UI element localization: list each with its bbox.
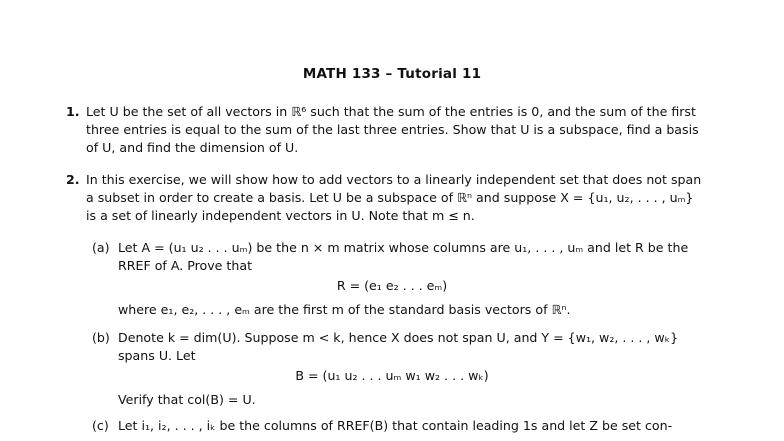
question-2-line-2: a subset in order to create a basis. Let U be a subspace of ℝⁿ and suppose X = {u₁, u₂, . . . , uₘ} — [86, 190, 694, 205]
question-1-line-1: Let U be the set of all vectors in ℝ⁶ such that the sum of the entries is 0, and the sum of the first — [86, 104, 696, 119]
part-b-equation: B = (u₁ u₂ . . . uₘ w₁ w₂ . . . wₖ) — [295, 368, 489, 383]
part-b-line-1: Denote k = dim(U). Suppose m < k, hence X does not span U, and Y = {w₁, w₂, . . . , wₖ} — [118, 330, 679, 345]
page-title: MATH 133 – Tutorial 11 — [302, 66, 482, 82]
question-1-number: 1. — [66, 104, 80, 119]
part-a-line-2: RREF of A. Prove that — [118, 258, 253, 273]
part-c-label: (c) — [92, 418, 109, 433]
part-b-label: (b) — [92, 330, 110, 345]
part-a-equation: R = (e₁ e₂ . . . eₘ) — [336, 278, 448, 293]
part-a-label: (a) — [92, 240, 110, 255]
part-c-line-1: Let i₁, i₂, . . . , iₖ be the columns of RREF(B) that contain leading 1s and let Z be set con- — [118, 418, 673, 433]
part-b-line-3: Verify that col(B) = U. — [118, 392, 256, 407]
part-a-line-1: Let A = (u₁ u₂ . . . uₘ) be the n × m matrix whose columns are u₁, . . . , uₘ and let R be the — [118, 240, 689, 255]
question-2-line-3: is a set of linearly independent vectors in U. Note that m ≤ n. — [86, 208, 475, 223]
question-1-line-3: of U, and find the dimension of U. — [86, 140, 299, 155]
question-1-line-2: three entries is equal to the sum of the last three entries. Show that U is a subspace, find a basis — [86, 122, 699, 137]
question-2-line-1: In this exercise, we will show how to add vectors to a linearly independent set that does not span — [86, 172, 702, 187]
question-2-number: 2. — [66, 172, 80, 187]
part-b-line-2: spans U. Let — [118, 348, 196, 363]
part-a-line-3: where e₁, e₂, . . . , eₘ are the first m of the standard basis vectors of ℝⁿ. — [118, 302, 571, 317]
